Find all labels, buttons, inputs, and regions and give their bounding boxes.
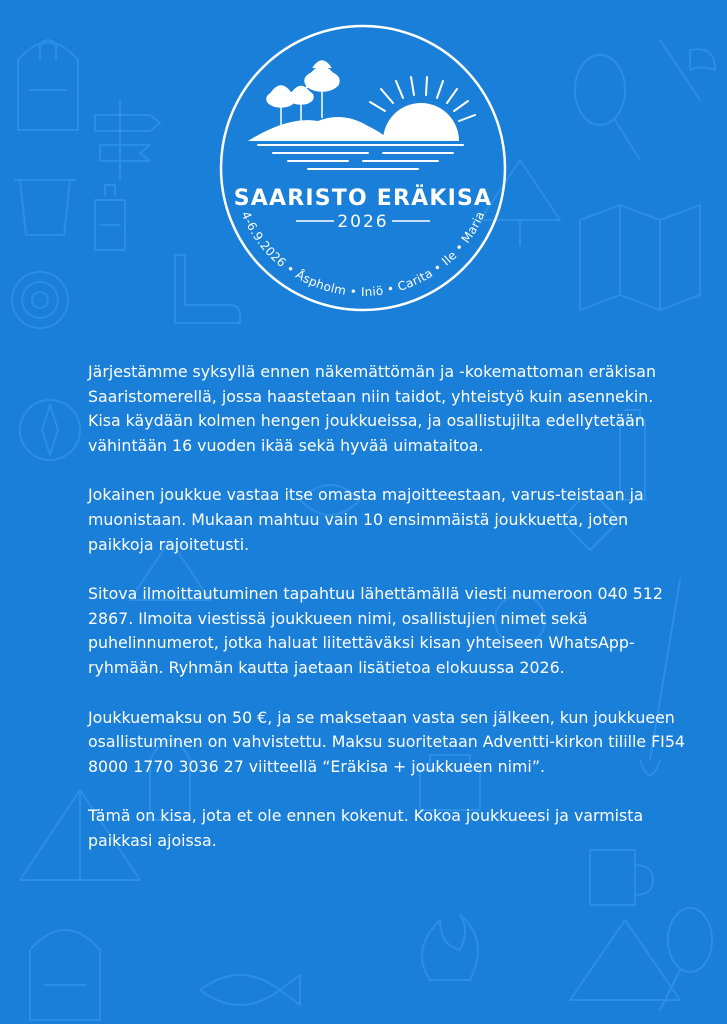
event-logo [218,23,508,313]
paragraph-fee: Joukkuemaksu on 50 €, ja se maksetaan vasta sen jälkeen, kun joukkueen osallistuminen on vahvistettu. Maksu suoritetaan Adventti-kirkon tilille FI54 8000 1770 3036 27 viitteellä “Eräkisa + joukkueen nimi”. [88,707,685,776]
logo-subtitle: 4-6.9.2026 • Åspholm • Iniö • Carita • Ile • Maria [238,209,488,300]
paragraph-teams: Jokainen joukkue vastaa itse omasta majoitteestaan, varus-teistaan ja muonistaan. Mukaan mahtuu vain 10 ensimmäistä joukkuetta, joten paikkoja rajoitetusti. [88,485,644,554]
paragraph-intro: Järjestämme syksyllä ennen näkemättömän ja -kokemattoman eräkisan Saaristomerellä, jossa haastetaan niin taidot, yhteistyö kuin asennekin. Kisa käydään kolmen hengen joukkueissa, ja osallistujilta edellytetään vähintään 16 vuoden ikää sekä hyvää uimataitoa. [88,362,656,455]
body-text [88,360,688,879]
pine-trees-icon [267,61,339,125]
water-waves-icon [258,145,463,169]
logo-year: 2026 [337,212,389,232]
logo-title: SAARISTO ERÄKISA [233,186,493,211]
paragraph-closing: Tämä on kisa, jota et ole ennen kokenut. Kokoa joukkueesi ja varmista paikkasi ajoissa. [88,806,644,850]
paragraph-registration: Sitova ilmoittautuminen tapahtuu lähettämällä viesti numeroon 040 512 2867. Ilmoita viestissä joukkueen nimi, osallistujien nimet sekä puhelinnumerot, jotka haluat liitettäväksi kisan yhteiseen WhatsApp-ryhmään. Ryhmän kautta jaetaan lisätietoa elokuussa 2026. [88,584,663,677]
island-shape [248,117,388,141]
sun-shape [383,103,459,141]
